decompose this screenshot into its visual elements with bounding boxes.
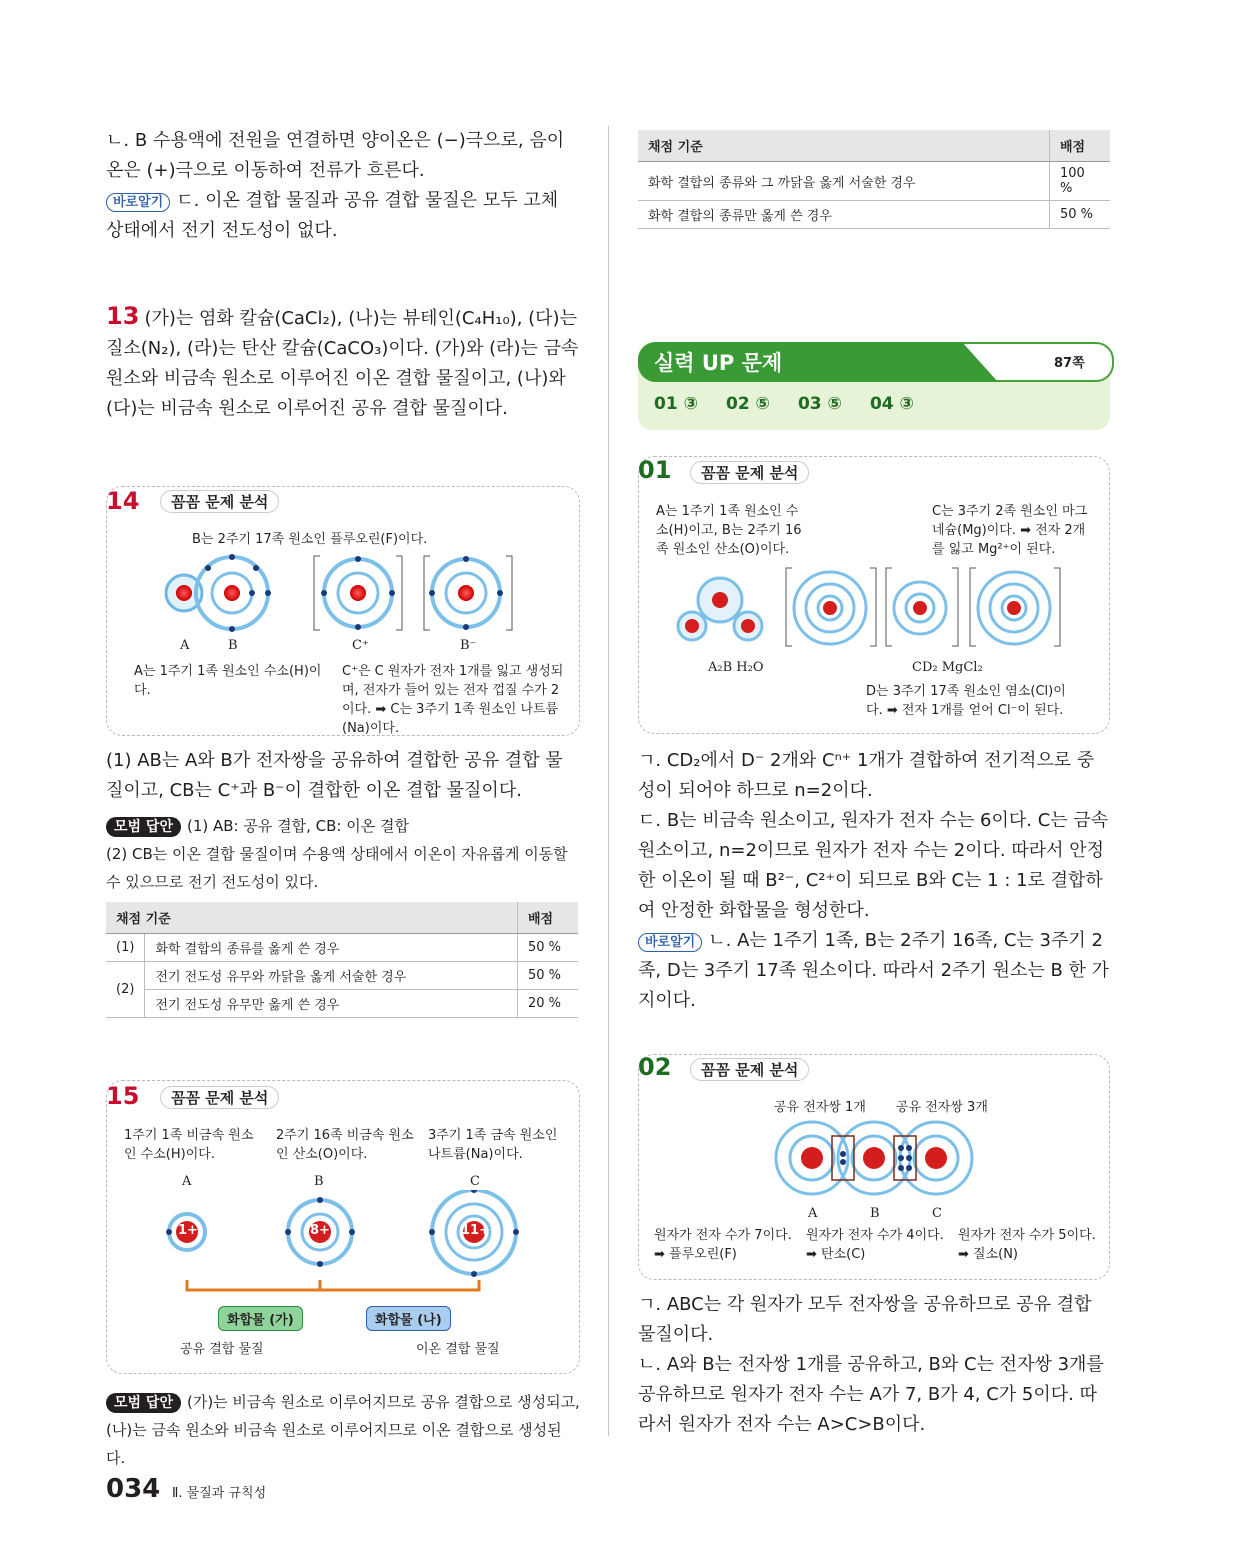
t1-r1-s: 50 % [1050,201,1111,229]
q15-a: A [182,1174,192,1189]
t2-r0-c: 화학 결합의 종류를 옳게 쓴 경우 [145,934,518,962]
q15-note-c: 3주기 1족 금속 원소인 나트륨(Na)이다. [428,1128,558,1162]
t2-r2-s: 20 % [518,990,579,1018]
q15-comp2: 화합물 (나) [366,1306,451,1331]
q01-note-ab: A는 1주기 1족 원소인 수소(H)이고, B는 2주기 16족 원소인 산소(O)이다. [656,504,802,557]
q15-n2: 8+ [310,1223,330,1238]
t2-r0-s: 50 % [518,934,579,962]
t2-h1: 채점 기준 [106,902,518,934]
q13-number: 13 [106,302,140,330]
q14-model-2: (2) CB는 이온 결합 물질이며 수용액 상태에서 이온이 자유롭게 이동할 수 있으므로 전기 전도성이 있다. [106,845,568,891]
q02-note-a: 원자가 전자 수가 7이다. ➡ 플루오린(F) [654,1228,792,1262]
para-d: ㄷ. 이온 결합 물질과 공유 결합 물질은 모두 고체 상태에서 전기 전도성이 없다. [106,190,559,241]
q15-c: C [470,1174,480,1189]
model-badge: 모범 답안 [106,817,181,837]
up-title: 실력 UP 문제 [654,351,783,375]
answers-row [654,394,914,414]
answer-1: 01 ③ [654,394,698,414]
t2-r1-s: 50 % [518,962,579,990]
baro-badge-01: 바로알기 [638,933,702,952]
q02-p2: ㄴ. A와 B는 전자쌍 1개를 공유하고, B와 C는 전자쌍 3개를 공유하므로 원자가 전자 수는 A가 7, B가 4, C가 5이다. 따라서 원자가 전자 수는 A>C>B이다. [638,1354,1104,1435]
q15-atom-diagram [150,1190,550,1310]
q02-number: 02 [638,1053,672,1081]
q14-answer-1: (1) AB는 A와 B가 전자쌍을 공유하여 결합한 공유 결합 물질이고, CB는 C⁺과 B⁻이 결합한 이온 결합 물질이다. [106,750,563,801]
ion-c [314,556,402,630]
answer-2: 02 ⑤ [725,394,770,414]
q02-share1: 공유 전자쌍 1개 [774,1100,866,1115]
answer-3: 03 ⑤ [797,394,842,414]
q01-atom-diagram [670,564,1080,660]
t2-h2: 배점 [518,902,579,934]
t1-h1: 채점 기준 [638,130,1050,162]
q15-b: B [314,1174,324,1189]
q14-label-b: B [228,638,238,653]
q15-n3: 11+ [461,1223,490,1238]
q02-p1: ㄱ. ABC는 각 원자가 모두 전자쌍을 공유하므로 공유 결합 물질이다. [638,1294,1092,1345]
model-badge-15: 모범 답안 [106,1393,181,1413]
q02-c: C [932,1206,942,1221]
q15-note-b: 2주기 16족 비금속 원소인 산소(O)이다. [276,1128,414,1162]
q01-number: 01 [638,456,672,484]
q02-share3: 공유 전자쌍 3개 [896,1100,988,1115]
q02-a: A [808,1206,818,1221]
q01-p3-block [638,926,1110,1016]
q14-label-c: C⁺ [352,638,369,653]
t1-r0-c: 화학 결합의 종류와 그 까닭을 옳게 서술한 경우 [638,162,1050,201]
q01-label1: A₂B H₂O [708,660,764,675]
q15-bond1: 공유 결합 물질 [180,1342,264,1357]
q01-p2: ㄷ. B는 비금속 원소이고, 원자가 전자 수는 6이다. C는 금속 원소이고, n=2이므로 원자가 전자 수는 2이다. 따라서 안정한 이온이 될 때 B²⁻, C²⁺이 되므로 B와 C는 1 : 1로 결합하여 안정한 화합물을 형성한다. [638,810,1109,921]
q14-note-a: A는 1주기 1족 원소인 수소(H)이다. [134,664,322,698]
page-number: 034 [106,1474,161,1504]
q14-label-a: A [180,638,190,653]
section-title: Ⅱ. 물질과 규칙성 [172,1486,267,1501]
q14-model-1: (1) AB: 공유 결합, CB: 이온 결합 [186,817,409,835]
q14-number: 14 [106,487,140,515]
q14-atom-diagram [150,548,550,658]
q02-tag: 꼼꼼 문제 분석 [690,1058,809,1081]
atom-b [196,554,271,632]
q02-b: B [870,1206,880,1221]
q01-p1: ㄱ. CD₂에서 D⁻ 2개와 Cⁿ⁺ 1개가 결합하여 전기적으로 중성이 되어야 하므로 n=2이다. [638,750,1095,801]
q14-tag: 꼼꼼 문제 분석 [160,490,279,513]
t1-r0-s: 100 % [1050,162,1111,201]
t2-r1-c: 전기 전도성 유무와 까닭을 옳게 서술한 경우 [145,962,518,990]
q14-note-b: B는 2주기 17족 원소인 플루오린(F)이다. [192,532,428,547]
t2-r0-no: (1) [106,934,145,962]
q01-tag: 꼼꼼 문제 분석 [690,461,809,484]
t2-r1-no: (2) [106,962,145,1018]
q15-tag: 꼼꼼 문제 분석 [160,1086,279,1109]
t2-r2-c: 전기 전도성 유무만 옳게 쓴 경우 [145,990,518,1018]
para-n: ㄴ. B 수용액에 전원을 연결하면 양이온은 (−)극으로, 음이온은 (+)극으로 이동하여 전류가 흐른다. [106,130,565,181]
q01-note-c: C는 3주기 2족 원소인 마그네슘(Mg)이다. ➡ 전자 2개를 잃고 Mg²⁺이 된다. [932,504,1088,557]
q01-p3: ㄴ. A는 1주기 1족, B는 2주기 16족, C는 3주기 2족, D는 3주기 17족 원소이다. 따라서 2주기 원소는 B 한 가지이다. [638,930,1110,1011]
q14-label-bm: B⁻ [460,638,477,653]
q02-note-b: 원자가 전자 수가 4이다. ➡ 탄소(C) [806,1228,944,1262]
q02-atom-diagram [770,1118,980,1202]
answer-4: 04 ③ [869,394,914,414]
scoring-table-12 [638,130,1110,229]
column-divider [608,126,609,1436]
para-d-block [106,186,580,246]
q15-note-a: 1주기 1족 비금속 원소인 수소(H)이다. [124,1128,254,1162]
q02-note-c: 원자가 전자 수가 5이다. ➡ 질소(N) [958,1228,1096,1262]
baro-badge: 바로알기 [106,193,170,212]
q13 [106,302,580,424]
q15-number: 15 [106,1082,140,1110]
q15-n1: 1+ [178,1223,198,1238]
q15-model-text: (가)는 비금속 원소로 이루어지므로 공유 결합으로 생성되고, (나)는 금속 원소와 비금속 원소로 이루어지므로 이온 결합으로 생성된다. [106,1393,580,1467]
ion-bm [424,556,512,630]
q13-text: (가)는 염화 칼슘(CaCl₂), (나)는 뷰테인(C₄H₁₀), (다)는 질소(N₂), (라)는 탄산 칼슘(CaCO₃)이다. (가)와 (라)는 금속 원소와 비금속 원소로 이루어진 이온 결합 물질이고, (나)와 (다)는 비금속 원소로 이루어진 공유 결합 물질이다. [106,308,579,419]
t1-r1-c: 화학 결합의 종류만 옳게 쓴 경우 [638,201,1050,229]
q14-model [106,812,580,896]
q15-model [106,1388,580,1472]
up-page: 87쪽 [1054,356,1085,371]
q15-comp1: 화합물 (가) [218,1306,303,1331]
q01-label2: CD₂ MgCl₂ [912,660,983,675]
q01-note-d: D는 3주기 17족 원소인 염소(Cl)이다. ➡ 전자 1개를 얻어 Cl⁻이 된다. [866,684,1066,718]
q14-note-c: C⁺은 C 원자가 전자 1개를 잃고 생성되며, 전자가 들어 있는 전자 껍질 수가 2이다. ➡ C는 3주기 1족 원소인 나트륨(Na)이다. [342,664,564,736]
t1-h2: 배점 [1050,130,1111,162]
q15-bond2: 이온 결합 물질 [416,1342,500,1357]
scoring-table-14 [106,902,578,1018]
